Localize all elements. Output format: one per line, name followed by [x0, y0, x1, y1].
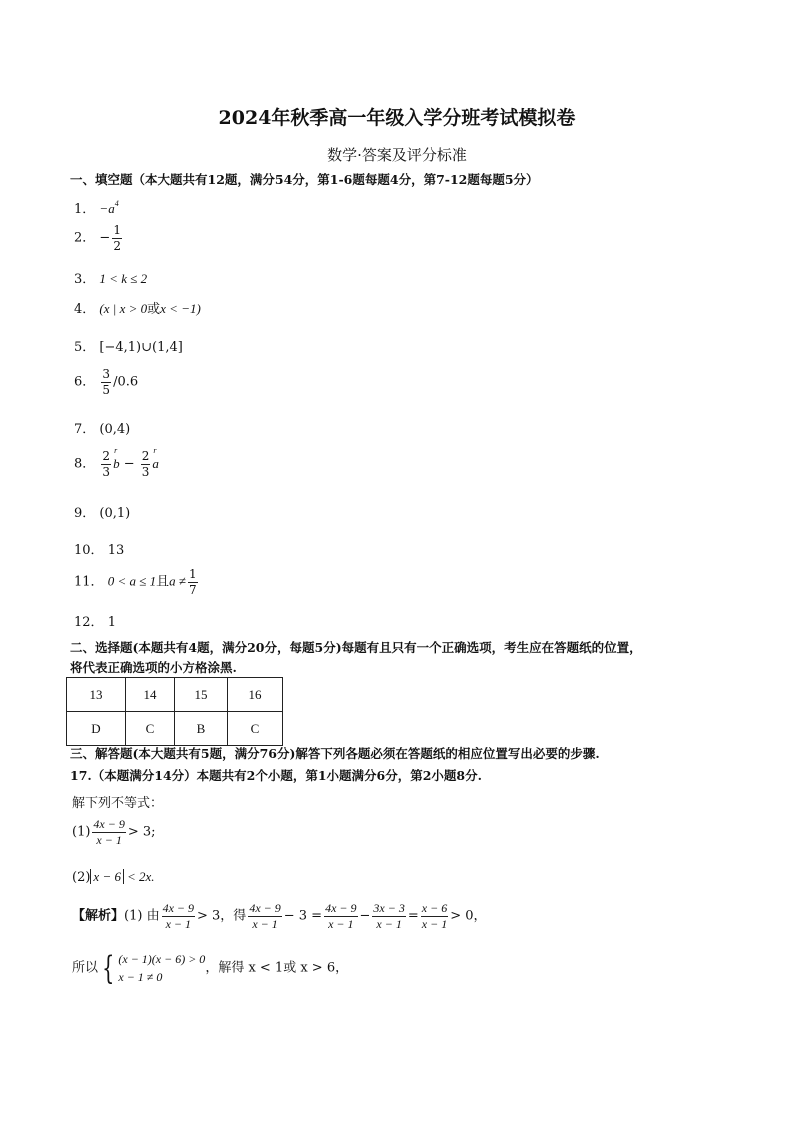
solution2-system: [118, 950, 205, 986]
answer-4: [74, 298, 201, 317]
question-17-prompt: 解下列不等式：: [72, 796, 164, 811]
vector-arrow-icon: r: [153, 445, 157, 455]
answer-9: [74, 502, 130, 521]
page-subtitle: 数学·答案及评分标准: [327, 146, 467, 164]
answer-3-number: 3．: [74, 272, 96, 287]
answer-6: [74, 368, 138, 396]
solution-fraction-1: $\frac{4x - 9}{x - 1}$: [162, 901, 195, 931]
answer-1-value: −a: [99, 201, 115, 216]
part1-rhs: > 3;: [127, 824, 156, 840]
answer-8-denominator-2: 3: [141, 464, 150, 479]
solution2-result: ，解得 x < 1或 x > 6，: [205, 960, 349, 976]
answer-3-value: 1 < k ≤ 2: [99, 271, 148, 286]
answer-2-fraction: [112, 224, 122, 252]
part2-label: (2): [72, 870, 91, 885]
answer-12-value: 1: [107, 615, 116, 630]
table-cell-answer: C: [228, 712, 283, 746]
answer-5: [74, 336, 183, 355]
solution-fraction-3: $\frac{4x - 9}{x - 1}$: [325, 901, 357, 931]
answer-7: [74, 418, 130, 437]
table-cell-answer: D: [67, 712, 126, 746]
solution-gt0: > 0，: [450, 908, 487, 924]
answer-8-vector-2: r a: [152, 445, 159, 471]
answer-1: [74, 198, 119, 217]
answer-11-number: 11．: [74, 574, 104, 590]
answer-9-value: (0,1): [99, 506, 131, 521]
answer-5-value: [−4,1)∪(1,4]: [99, 340, 183, 355]
answer-11-and: 且: [156, 574, 170, 590]
table-cell-question: 15: [175, 678, 228, 712]
question-17-part1: [72, 818, 156, 846]
answer-8-vector-1: r b: [113, 445, 120, 471]
answer-6-number: 6．: [74, 374, 96, 390]
part1-label: (1): [72, 824, 91, 840]
table-row-questions: [67, 678, 283, 712]
left-brace-icon: {: [102, 949, 115, 987]
answer-8-fraction-1: [101, 450, 111, 478]
answer-7-number: 7．: [74, 422, 96, 437]
answer-11-numerator: 1: [189, 567, 197, 581]
solution-line-1: [72, 902, 487, 930]
solution-fraction-5: $\frac{x - 6}{x - 1}$: [421, 901, 448, 931]
question-17-part2: [72, 869, 155, 885]
answer-2-number: 2．: [74, 230, 96, 246]
part1-denominator: x − 1: [96, 832, 122, 847]
solution-gt3: > 3，得: [197, 908, 247, 924]
page-title: 2024年秋季高一年级入学分班考试模拟卷: [218, 107, 576, 129]
question-17-intro: 17.（本题满分14分）本题共有2个小题，第1小题满分6分，第2小题8分.: [70, 768, 482, 783]
answer-11-fraction: [188, 568, 198, 596]
solution-fraction-2: $\frac{4x - 9}{x - 1}$: [249, 901, 281, 931]
answer-2-denominator: 2: [113, 238, 121, 253]
section3-heading: 三、解答题(本大题共有5题，满分76分)解答下列各题必须在答题纸的相应位置写出必要的步骤.: [70, 746, 600, 761]
answer-6-decimal: /0.6: [113, 374, 139, 390]
solution-label: 【解析】: [72, 908, 125, 924]
answer-12: [74, 611, 116, 630]
table-cell-question: 13: [67, 678, 126, 712]
answer-8-minus: −: [119, 456, 139, 472]
solution2-row1: (x − 1)(x − 6) > 0: [118, 952, 206, 966]
answer-2-sign: −: [99, 230, 111, 246]
solution-line-2: [72, 950, 348, 986]
answer-5-number: 5．: [74, 340, 96, 355]
section2-heading-line2: 将代表正确选项的小方格涂黑.: [70, 660, 237, 675]
answer-10-number: 10．: [74, 543, 104, 558]
table-cell-question: 16: [228, 678, 283, 712]
answer-11-part2: a ≠: [169, 573, 187, 589]
answer-9-number: 9．: [74, 506, 96, 521]
answer-2: [74, 224, 124, 252]
answer-1-exponent: 4: [114, 199, 119, 208]
answer-2-numerator: 1: [113, 223, 121, 237]
vector-arrow-icon: r: [114, 445, 118, 455]
answer-12-number: 12．: [74, 615, 104, 630]
choice-answer-table: [66, 677, 283, 746]
answer-6-denominator: 5: [102, 382, 111, 397]
answer-8-numerator-2: 2: [141, 449, 150, 463]
answer-11: [74, 568, 200, 596]
table-row-answers: [67, 712, 283, 746]
table-cell-answer: C: [126, 712, 175, 746]
solution-part: (1) 由: [124, 908, 160, 924]
solution2-prefix: 所以: [72, 960, 99, 976]
section2-heading-line1: 二、选择题(本题共有4题，满分20分，每题5分)每题有且只有一个正确选项，考生应在答题纸的位置，: [70, 640, 642, 655]
table-cell-question: 14: [126, 678, 175, 712]
answer-4-or: 或: [147, 302, 161, 317]
table-cell-answer: B: [175, 712, 228, 746]
solution-minus3: − 3 =: [283, 908, 323, 924]
answer-11-part1: 0 < a ≤ 1: [107, 573, 157, 589]
answer-8-fraction-2: [141, 450, 151, 478]
answer-6-numerator: 3: [102, 367, 111, 381]
answer-10-value: 13: [107, 543, 125, 558]
answer-1-number: 1．: [74, 202, 96, 217]
solution-minus: −: [359, 908, 371, 924]
answer-8: [74, 445, 159, 479]
section1-heading: 一、填空题（本大题共有12题，满分54分，第1-6题每题4分，第7-12题每题5分）: [70, 172, 539, 187]
answer-4-number: 4．: [74, 302, 96, 317]
answer-6-fraction: [101, 368, 111, 396]
answer-7-value: (0,4): [99, 422, 131, 437]
part2-abs-value: x − 6: [90, 869, 124, 884]
answer-4-part2: x < −1): [160, 301, 201, 316]
answer-10: [74, 539, 124, 558]
part2-rhs: < 2x.: [126, 869, 155, 884]
answer-8-number: 8．: [74, 456, 96, 472]
solution-eq: =: [407, 908, 419, 924]
answer-8-numerator-1: 2: [102, 449, 111, 463]
answer-3: [74, 268, 147, 287]
answer-4-part1: (x | x > 0: [99, 301, 148, 316]
answer-8-denominator-1: 3: [102, 464, 111, 479]
answer-11-denominator: 7: [189, 582, 197, 597]
part1-numerator: 4x − 9: [93, 817, 125, 831]
part1-fraction: [92, 818, 125, 846]
solution2-row2: x − 1 ≠ 0: [118, 970, 163, 984]
solution-fraction-4: $\frac{3x - 3}{x - 1}$: [373, 901, 405, 931]
